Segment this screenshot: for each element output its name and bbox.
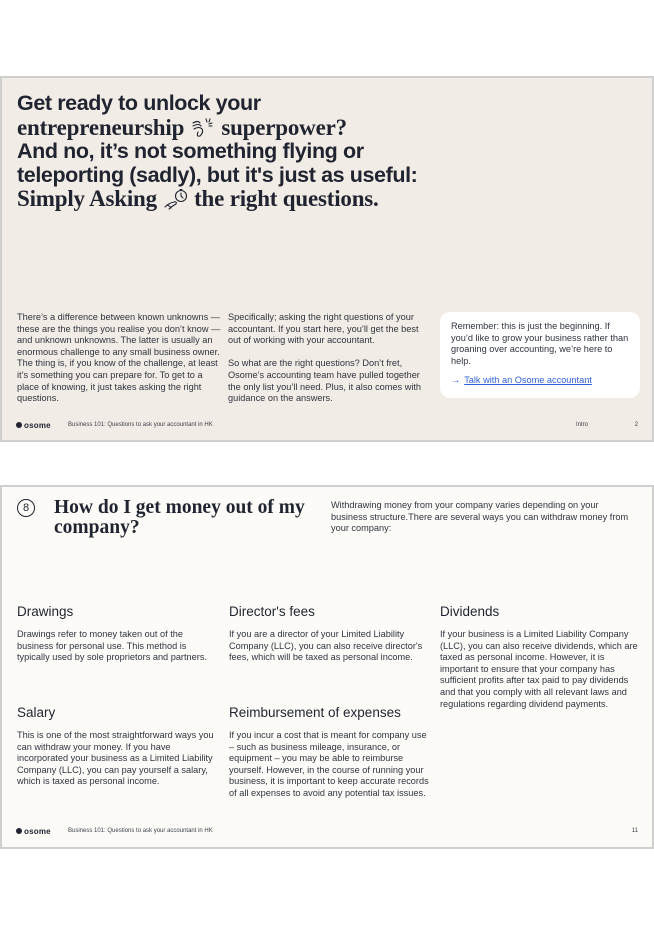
hero-line-5-b: the right questions. bbox=[194, 186, 379, 211]
method-drawings bbox=[17, 604, 217, 664]
method-dividends bbox=[440, 604, 640, 710]
callout-text: Remember: this is just the beginning. If you’d like to grow your business rather than groaning over accounting, we’re here to help. bbox=[451, 321, 629, 366]
hand-stopwatch-doodle-icon bbox=[163, 188, 189, 210]
osome-logo bbox=[16, 827, 68, 836]
method-title: Dividends bbox=[440, 604, 500, 619]
document-title: Business 101: Questions to ask your accountant in HK bbox=[68, 422, 213, 428]
talk-with-accountant-link[interactable]: Talk with an Osome accountant bbox=[464, 375, 592, 386]
method-title: Reimbursement of expenses bbox=[229, 705, 401, 720]
method-body: If you are a director of your Limited Liability Company (LLC), you can also receive director's fees, which will be taxed as personal income. bbox=[229, 629, 423, 663]
intro-paragraph: So what are the right questions? Don’t fret, Osome’s accounting team have pulled together the only list you’ll need. Plus, it also comes with guidance on the answers. bbox=[228, 358, 422, 404]
page-number: 2 bbox=[634, 422, 638, 428]
logo-text: osome bbox=[24, 826, 51, 836]
hero-line-1: Get ready to unlock your bbox=[17, 91, 261, 115]
section-label: Intro bbox=[576, 422, 589, 428]
slide-question-8 bbox=[0, 485, 654, 849]
intro-paragraph: Specifically; asking the right questions of your accountant. If you start here, you’ll get the best out of working with your accountant. bbox=[228, 312, 419, 346]
method-salary bbox=[17, 705, 217, 788]
talk-with-accountant-link-row[interactable] bbox=[451, 375, 629, 387]
slide-intro bbox=[0, 76, 654, 442]
method-body: This is one of the most straightforward ways you can withdraw your money. If you have incorporated your business as a Limited Liability Company (LLC), you can pay yourself a salary, which is taxed as personal income. bbox=[17, 730, 214, 787]
slide-footer bbox=[16, 825, 638, 837]
hero-heading bbox=[17, 92, 437, 212]
page-number: 11 bbox=[631, 828, 638, 834]
method-title: Drawings bbox=[17, 604, 74, 619]
method-body: If your business is a Limited Liability Company (LLC), you can also receive dividends, which are taxed as personal income. However, it is important to ensure that your company has sufficient profits after tax paid to pay dividends and that you comply with all relevant laws and regulations regarding dividend payments. bbox=[440, 629, 638, 709]
flexing-arm-doodle-icon bbox=[190, 117, 216, 139]
question-title: How do I get money out of my company? bbox=[54, 497, 305, 538]
intro-paragraph: There’s a difference between known unknowns — these are the things you realise you don’t know — and unknown unknowns. The latter is usually an enormous challenge to any small business owner. The thing is, if you know of the challenge, at least it’s something you can prepare for. To get to a place of knowing, it just takes asking the right questions. bbox=[17, 312, 221, 404]
method-body: If you incur a cost that is meant for company use – such as business mileage, insurance, or equipment – you may be able to reimburse yourself. However, in the course of running your business, it is important to keep accurate records of all expenses to avoid any potential tax issues. bbox=[229, 730, 429, 798]
question-number-badge: 8 bbox=[17, 499, 35, 517]
hero-line-4: teleporting (sadly), but it's just as useful: bbox=[17, 162, 418, 187]
hero-line-5-a: Simply Asking bbox=[17, 186, 157, 211]
hero-line-3: And no, it’s not something flying or bbox=[17, 139, 364, 163]
callout-card bbox=[440, 312, 640, 398]
logo-mark-icon bbox=[16, 422, 22, 428]
hero-line-2-serif: entrepreneurship bbox=[17, 114, 185, 140]
method-directors-fees bbox=[229, 604, 429, 664]
arrow-right-icon: → bbox=[451, 375, 461, 386]
method-reimbursement bbox=[229, 705, 434, 800]
method-title: Director's fees bbox=[229, 604, 315, 619]
hero-line-2-rest: superpower? bbox=[221, 114, 347, 140]
method-body: Drawings refer to money taken out of the business for personal use. This method is typically used by sole proprietors and partners. bbox=[17, 629, 207, 663]
slide-footer bbox=[16, 419, 638, 431]
osome-logo bbox=[16, 421, 68, 430]
document-title: Business 101: Questions to ask your accountant in HK bbox=[68, 828, 213, 834]
method-title: Salary bbox=[17, 705, 56, 720]
intro-column-2 bbox=[228, 312, 433, 405]
logo-mark-icon bbox=[16, 828, 22, 834]
logo-text: osome bbox=[24, 420, 51, 430]
intro-column-1 bbox=[17, 312, 222, 405]
question-intro: Withdrawing money from your company varies depending on your business structure.There are several ways you can withdraw money from your company: bbox=[331, 500, 629, 534]
